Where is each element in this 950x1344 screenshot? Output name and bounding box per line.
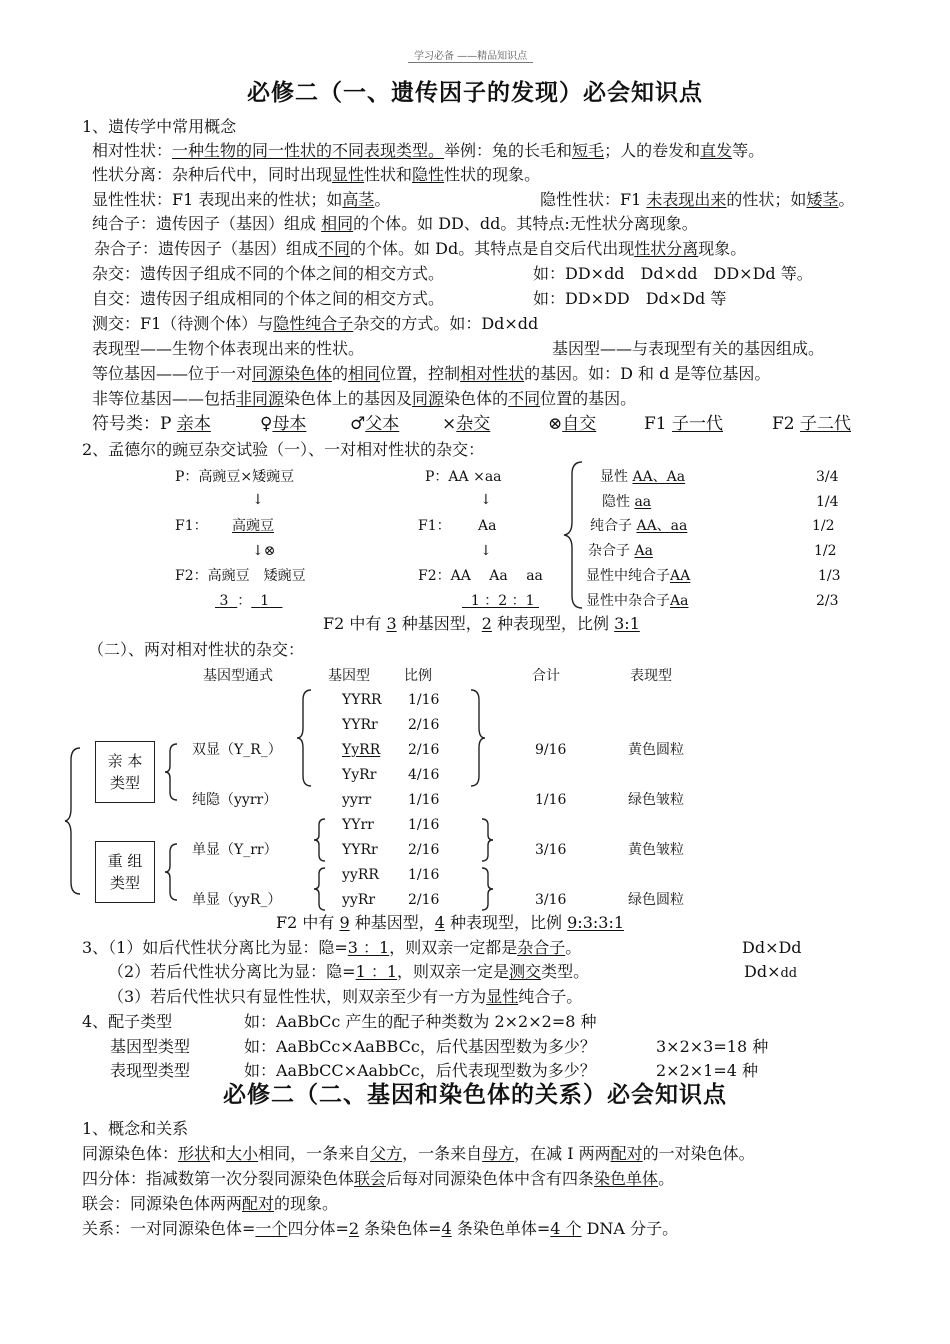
genotype-cell: YyRr [342,767,377,783]
phenotype-type-label: 表现型类型 [110,1061,191,1080]
symbol-male: ♂父本 [350,414,400,434]
ratio-recessive: 隐性 aa [602,494,652,510]
col-header-genotype-formula: 基因型通式 [203,668,273,684]
ratio-cell: 1/16 [408,792,440,808]
concept-relationship: 关系：一对同源染色体=一个四分体=2 条染色体=4 条染色单体=4 个 DNA 分子。 [82,1219,679,1238]
section-title: 必修二（二、基因和染色体的关系）必会知识点 [223,1081,727,1108]
genotype-cell: YYrr [342,817,374,833]
concept-dominant-trait: 显性性状：F1 表现出来的性状；如高茎。 [92,190,391,209]
phenotype-type-answer: 2×2×1=4 种 [656,1061,759,1080]
ratio-cell: 2/16 [408,842,440,858]
genotype-cell: YYRr [342,717,378,733]
genotype-cell: YYRr [342,842,378,858]
group-single-dominant-r: 单显（yyR_） [192,892,282,908]
right-brace [562,460,586,610]
symbol-f1: F1 子一代 [644,414,724,434]
cross-parents-genotype: P：AA ×aa [425,469,502,485]
ratio-homozygote-value: 1/2 [812,518,835,534]
genotype-type-label: 基因型类型 [110,1037,191,1056]
section-heading: （二）、两对相对性状的杂交： [88,640,305,659]
arrow-icon: ↓ [480,492,492,508]
rule-line-2-example: Dd×dd [744,962,798,981]
monohybrid-summary: F2 中有 3 种基因型，2 种表现型，比例 3:1 [323,614,640,633]
arrow-icon: ↓ [480,543,492,559]
ratio-cell: 2/16 [408,717,440,733]
concept-recessive-trait: 隐性性状：F1 未表现出来的性状；如矮茎。 [540,190,855,209]
ratio-heterozygote-value: 1/2 [814,543,837,559]
ratio-homozygote: 纯合子 AA、aa [590,518,688,534]
concept-heterozygote: 杂合子：遗传因子（基因）组成不同的个体。如 Dd。其特点是自交后代出现性状分离现象。 [94,239,747,258]
symbol-f2: F2 子二代 [772,414,852,434]
ratio-recessive-value: 1/4 [816,494,839,510]
gamete-type-example: 如：AaBbCc 产生的配子种类数为 2×2×2=8 种 [244,1012,597,1031]
parental-type-box [95,741,155,803]
concept-testcross: 测交：F1（待测个体）与隐性纯合子杂交的方式。如：Dd×dd [92,314,539,333]
section-heading: 2、孟德尔的豌豆杂交试验（一）、一对相对性状的杂交： [82,440,485,459]
col-header-total: 合计 [532,668,560,684]
ratio-cell: 2/16 [408,892,440,908]
col-header-ratio: 比例 [404,668,432,684]
genotype-cell: yyRR [342,867,379,883]
phenotype-cell: 黄色皱粒 [628,842,684,858]
ratio-cell: 1/16 [408,692,440,708]
col-header-phenotype: 表现型 [630,668,672,684]
phenotype-cell: 黄色圆粒 [628,742,684,758]
arrow-icon: ↓ [252,492,264,508]
genotype-cell: YyRR [342,742,381,758]
symbol-female: ♀母本 [260,414,307,434]
ratio-cell: 1/16 [408,867,440,883]
group-double-dominant: 双显（Y_R_） [192,742,282,758]
single-y-left-brace [313,817,327,863]
recombinant-type-box [95,841,155,903]
rule-line-3: （3）若后代性状只有显性性状，则双亲至少有一方为显性纯合子。 [108,987,583,1006]
parental-brace [164,742,180,802]
genotype-type-answer: 3×2×3=18 种 [656,1037,769,1056]
concept-cross-example: 如：DD×dd Dd×dd DD×Dd 等。 [533,264,813,283]
box-label: 重 组 [107,852,143,870]
f1-value: 高豌豆 [232,518,274,534]
ratio-dominant-heterozygote-value: 2/3 [816,593,839,609]
concept-trait-segregation: 性状分离：杂种后代中，同时出现显性性状和隐性性状的现象。 [92,165,541,184]
concept-homologous-chromosome: 同源染色体：形状和大小相同，一条来自父方，一条来自母方，在减 I 两两配对的一对染色体。 [82,1144,755,1163]
genotype-cell: YYRR [342,692,382,708]
section-heading: 1、概念和关系 [82,1119,189,1138]
genotype-cell: yyrr [342,792,372,808]
ratio-dominant-value: 3/4 [816,469,839,485]
concept-non-allele: 非等位基因——包括非同源染色体上的基因及同源染色体的不同位置的基因。 [92,389,637,408]
total-cell: 1/16 [535,792,567,808]
ratio-dominant: 显性 AA、Aa [600,469,686,485]
concept-selfing-example: 如：DD×DD Dd×Dd 等 [533,289,727,308]
single-r-right-brace [480,866,494,912]
concept-synapsis: 联会：同源染色体两两配对的现象。 [82,1194,339,1213]
gamete-type-label: 4、配子类型 [82,1012,173,1031]
concept-tetrad: 四分体：指减数第一次分裂同源染色体联会后每对同源染色体中含有四条染色单体。 [82,1169,675,1188]
page-title: 必修二（一、遗传因子的发现）必会知识点 [247,79,703,106]
f2-genotype-ratio: 1 ：2 ：1 [470,593,535,609]
col-header-genotype: 基因型 [328,668,370,684]
concept-allele: 等位基因——位于一对同源染色体的相同位置，控制相对性状的基因。如：D 和 d 是等位基因。 [92,364,771,383]
box-label: 类型 [109,774,140,792]
genotype-cell: yyRr [342,892,376,908]
group-single-dominant-y: 单显（Y_rr） [192,842,278,858]
symbol-parent: 符号类：P 亲本 [92,414,211,434]
f2-ratio: 3 ： 1 [219,593,270,609]
phenotype-cell: 绿色圆粒 [628,892,684,908]
genotype-type-example: 如：AaBbCc×AaBBCc，后代基因型数为多少？ [244,1037,596,1056]
ratio-cell: 4/16 [408,767,440,783]
genotype-right-brace [468,688,486,788]
f2-phenotypes: F2：高豌豆 矮豌豆 [175,568,306,584]
concept-cross: 杂交：遗传因子组成不同的个体之间的相交方式。 [92,264,445,283]
group-double-recessive: 纯隐（yyrr） [192,792,278,808]
page-header: 学习必备 ——精品知识点 [408,47,533,63]
rule-line-1: 3、（1）如后代性状分离比为显：隐=3 ：1，则双亲一定都是杂合子。 [82,938,582,957]
outer-brace [64,746,84,896]
ratio-cell: 2/16 [408,742,440,758]
concept-genotype: 基因型——与表现型有关的基因组成。 [552,339,825,358]
ratio-dominant-homozygote: 显性中纯合子AA [586,568,691,584]
f2-genotypes: F2：AA Aa aa [418,568,543,584]
total-cell: 3/16 [535,892,567,908]
concept-phenotype: 表现型——生物个体表现出来的性状。 [92,339,365,358]
symbol-cross: ×杂交 [442,414,491,434]
phenotype-cell: 绿色皱粒 [628,792,684,808]
total-cell: 3/16 [535,842,567,858]
concept-relative-trait: 相对性状：一种生物的同一性状的不同表现类型。举例：兔的长毛和短毛；人的卷发和直发等。 [92,141,765,160]
dihybrid-summary: F2 中有 9 种基因型，4 种表现型，比例 9:3:3:1 [276,913,625,932]
ratio-dominant-homozygote-value: 1/3 [818,568,841,584]
box-label: 亲 本 [107,752,143,770]
total-cell: 9/16 [535,742,567,758]
f1-label: F1： [418,518,451,534]
ratio-dominant-heterozygote: 显性中杂合子Aa [586,593,689,609]
single-r-left-brace [313,866,327,912]
cross-parents: P：高豌豆×矮豌豆 [175,469,295,485]
section-heading: 1、遗传学中常用概念 [82,117,237,136]
selfing-arrow-icon: ↓⊗ [252,543,276,559]
rule-line-1-example: Dd×Dd [742,938,802,957]
f1-label: F1： [175,518,208,534]
concept-selfing: 自交：遗传因子组成相同的个体之间的相交方式。 [92,289,445,308]
concept-homozygote: 纯合子：遗传因子（基因）组成 相同的个体。如 DD、dd。其特点:无性状分离现象。 [92,214,698,233]
recombinant-brace [164,842,180,902]
box-label: 类型 [109,874,140,892]
symbol-selfing: ⊗自交 [548,414,597,434]
single-y-right-brace [480,817,494,863]
phenotype-type-example: 如：AaBbCC×AabbCc，后代表现型数为多少？ [244,1061,596,1080]
rule-line-2: （2）若后代性状分离比为显：隐=1 ：1，则双亲一定是测交类型。 [108,962,590,981]
ratio-heterozygote: 杂合子 Aa [588,543,653,559]
genotype-left-brace [296,688,314,788]
ratio-cell: 1/16 [408,817,440,833]
f1-genotype: Aa [478,518,497,534]
